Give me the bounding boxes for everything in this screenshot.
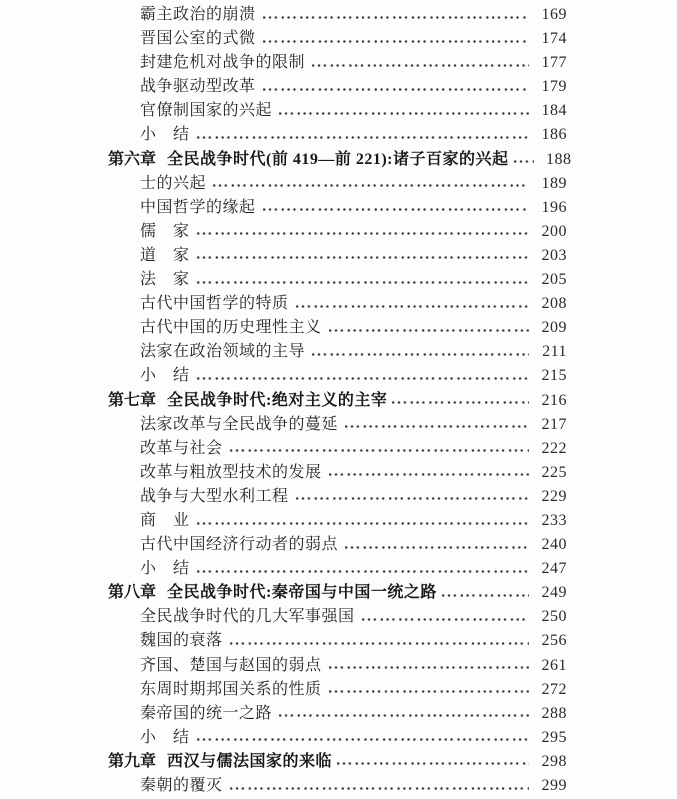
- toc-row: [0, 389, 567, 413]
- toc-entry-title: 全民战争时代(前 419—前 221):诸子百家的兴起: [167, 150, 509, 168]
- dot-leader: [329, 666, 529, 669]
- dot-leader: [197, 136, 529, 139]
- toc-entry-title: 全民战争时代:绝对主义的主宰: [167, 391, 388, 409]
- page-number: 174: [541, 30, 567, 48]
- toc-row: [0, 316, 567, 340]
- toc-entry-title: 改革与社会: [140, 439, 223, 457]
- toc-row: [0, 172, 567, 196]
- dot-leader: [279, 714, 529, 717]
- page-number: 298: [541, 752, 567, 770]
- page-number: 211: [542, 343, 567, 361]
- toc-row: [0, 51, 567, 75]
- toc-row: [0, 581, 567, 605]
- dot-leader: [230, 642, 529, 645]
- page-number: 205: [541, 271, 567, 289]
- dot-leader: [329, 473, 529, 476]
- dot-leader: [263, 208, 529, 211]
- toc-row: [0, 605, 567, 629]
- toc-entry-title: 魏国的衰落: [140, 632, 223, 650]
- dot-leader: [197, 570, 529, 573]
- toc-entry-title: 改革与粗放型技术的发展: [140, 463, 322, 481]
- dot-leader: [263, 88, 529, 91]
- toc-row: [0, 654, 567, 678]
- page-number: 208: [541, 295, 567, 313]
- page-number: 177: [541, 54, 567, 72]
- dot-leader: [263, 16, 529, 19]
- dot-leader: [279, 112, 529, 115]
- toc-entry-title: 官僚制国家的兴起: [140, 102, 273, 120]
- toc-entry-title: 小 结: [140, 560, 190, 578]
- page-number: 240: [541, 536, 567, 554]
- toc-row: [0, 702, 567, 726]
- toc-entry-title: 中国哲学的缘起: [140, 198, 256, 216]
- toc-row: [0, 364, 567, 388]
- toc-entry-title: 霸主政治的崩溃: [140, 6, 256, 23]
- toc-row: [0, 461, 567, 485]
- page-number: 196: [541, 198, 567, 216]
- dot-leader: [296, 497, 529, 500]
- toc-entry-title: 晋国公室的式微: [140, 30, 256, 48]
- dot-leader: [442, 594, 529, 597]
- dot-leader: [329, 329, 529, 332]
- toc-row: [0, 413, 567, 437]
- toc-row: [0, 629, 567, 653]
- toc-row: [0, 774, 567, 798]
- toc-row: [0, 750, 567, 774]
- toc-entry-title: 秦朝的覆灭: [140, 777, 223, 794]
- page-number: 203: [541, 246, 567, 264]
- toc-row: [0, 196, 567, 220]
- toc-entry-title: 古代中国的历史理性主义: [140, 319, 322, 337]
- toc-entry-title: 西汉与儒法国家的来临: [167, 752, 333, 770]
- page-number: 217: [541, 415, 567, 433]
- toc-entry-title: 古代中国哲学的特质: [140, 295, 289, 313]
- dot-leader: [197, 738, 529, 741]
- dot-leader: [213, 184, 529, 187]
- dot-leader: [362, 618, 529, 621]
- page-number: 184: [541, 102, 567, 120]
- dot-leader: [312, 353, 529, 356]
- toc-entry-title: 士的兴起: [140, 174, 207, 192]
- dot-leader: [197, 377, 529, 380]
- page-number: 169: [541, 6, 567, 23]
- toc-entry-title: 小 结: [140, 728, 190, 746]
- toc-row: [0, 678, 567, 702]
- page-number: 222: [541, 439, 567, 457]
- dot-leader: [312, 64, 529, 67]
- dot-leader: [197, 256, 529, 259]
- page-number: 247: [541, 560, 567, 578]
- page-number: 299: [541, 777, 567, 794]
- toc-entry-title: 小 结: [140, 126, 190, 144]
- dot-leader: [329, 690, 529, 693]
- toc-entry-title: 齐国、楚国与赵国的弱点: [140, 656, 322, 674]
- dot-leader: [197, 232, 529, 235]
- chapter-number-label: 第九章: [108, 752, 157, 770]
- dot-leader: [296, 305, 529, 308]
- toc-row: [0, 268, 567, 292]
- page-number: 233: [541, 511, 567, 529]
- toc-row: [0, 220, 567, 244]
- page-number: 288: [541, 704, 567, 722]
- page-number: 225: [541, 463, 567, 481]
- page-number: 186: [541, 126, 567, 144]
- dot-leader: [197, 281, 529, 284]
- toc-row: [0, 148, 572, 172]
- toc-row: [0, 75, 567, 99]
- toc-entry-title: 法 家: [140, 271, 190, 289]
- page-number: 261: [541, 656, 567, 674]
- toc-entry-title: 法家改革与全民战争的蔓延: [140, 415, 339, 433]
- page-number: 209: [541, 319, 567, 337]
- page-number: 295: [541, 728, 567, 746]
- chapter-number-label: 第八章: [108, 584, 157, 602]
- page-number: 250: [541, 608, 567, 626]
- toc-entry-title: 战争与大型水利工程: [140, 487, 289, 505]
- dot-leader: [392, 401, 529, 404]
- chapter-number-label: 第六章: [108, 150, 157, 168]
- toc-entry-title: 战争驱动型改革: [140, 78, 256, 96]
- dot-leader: [197, 522, 529, 525]
- toc-entry-title: 法家在政治领域的主导: [140, 343, 306, 361]
- page-number: 249: [541, 584, 567, 602]
- toc-row: [0, 99, 567, 123]
- dot-leader: [263, 40, 529, 43]
- toc-entry-title: 全民战争时代:秦帝国与中国一统之路: [167, 584, 437, 602]
- dot-leader: [345, 546, 529, 549]
- toc-row: [0, 509, 567, 533]
- toc-row: [0, 726, 567, 750]
- page-number: 179: [541, 78, 567, 96]
- toc-row: [0, 533, 567, 557]
- dot-leader: [337, 762, 529, 765]
- page-number: 256: [541, 632, 567, 650]
- chapter-number-label: 第七章: [108, 391, 157, 409]
- page-number: 216: [541, 391, 567, 409]
- dot-leader: [514, 160, 534, 163]
- toc-row: [0, 27, 567, 51]
- toc-row: [0, 557, 567, 581]
- toc-entry-title: 古代中国经济行动者的弱点: [140, 536, 339, 554]
- toc-row: [0, 340, 567, 364]
- page-number: 200: [541, 222, 567, 240]
- toc-row: [0, 244, 567, 268]
- dot-leader: [230, 449, 529, 452]
- toc-row: [0, 485, 567, 509]
- dot-leader: [345, 425, 529, 428]
- page-number: 229: [541, 487, 567, 505]
- toc-entry-title: 封建危机对战争的限制: [140, 54, 306, 72]
- toc-row: [0, 3, 567, 27]
- toc-entry-title: 道 家: [140, 246, 190, 264]
- toc-row: [0, 292, 567, 316]
- page-number: 189: [541, 174, 567, 192]
- toc-entry-title: 小 结: [140, 367, 190, 385]
- page-number: 272: [541, 680, 567, 698]
- page-number: 215: [541, 367, 567, 385]
- toc-entry-title: 秦帝国的统一之路: [140, 704, 273, 722]
- toc-entry-title: 东周时期邦国关系的性质: [140, 680, 322, 698]
- toc-row: [0, 123, 567, 147]
- toc-row: [0, 437, 567, 461]
- dot-leader: [230, 787, 529, 790]
- toc-entry-title: 商 业: [140, 511, 190, 529]
- toc-entry-title: 全民战争时代的几大军事强国: [140, 608, 355, 626]
- toc-entry-title: 儒 家: [140, 222, 190, 240]
- page-number: 188: [546, 150, 572, 168]
